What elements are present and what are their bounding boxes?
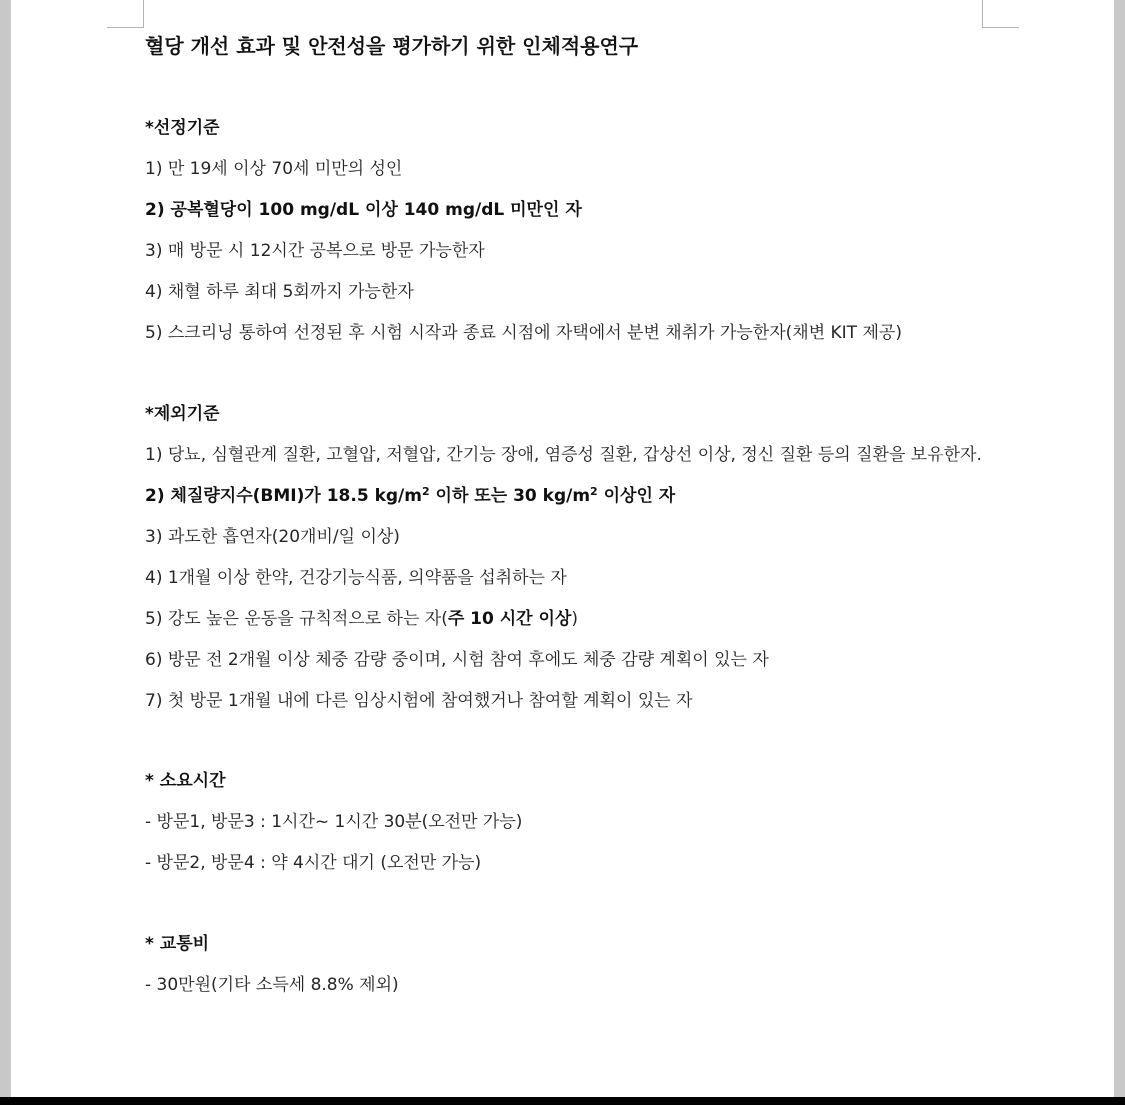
crop-mark-top-right — [982, 0, 1019, 28]
inclusion-item-1: 1) 만 19세 이상 70세 미만의 성인 — [145, 159, 403, 179]
inclusion-item-4: 4) 채혈 하루 최대 5회까지 가능한자 — [145, 282, 414, 302]
transport-heading: * 교통비 — [145, 934, 210, 954]
exclusion-item-2-end: 이상인 자 — [597, 486, 676, 506]
transport-item-1: - 30만원(기타 소득세 8.8% 제외) — [145, 975, 399, 995]
document-content — [145, 28, 983, 998]
document-page — [11, 0, 1114, 1097]
duration-item-1: - 방문1, 방문3 : 1시간~ 1시간 30분(오전만 가능) — [145, 812, 523, 832]
exclusion-item-5 — [145, 606, 983, 632]
exclusion-item-4: 4) 1개월 이상 한약, 건강기능식품, 의약품을 섭취하는 자 — [145, 568, 567, 588]
exclusion-item-7: 7) 첫 방문 1개월 내에 다른 임상시험에 참여했거나 참여할 계획이 있는 자 — [145, 691, 693, 711]
crop-mark-top-left — [107, 0, 144, 28]
inclusion-item-3: 3) 매 방문 시 12시간 공복으로 방문 가능한자 — [145, 241, 485, 261]
duration-heading: * 소요시간 — [145, 771, 226, 791]
exclusion-item-2-start: 2) 체질량지수(BMI)가 18.5 kg/m — [145, 486, 422, 506]
exclusion-item-6: 6) 방문 전 2개월 이상 체중 감량 중이며, 시험 참여 후에도 체중 감량 계획이 있는 자 — [145, 650, 769, 670]
inclusion-heading: *선정기준 — [145, 118, 220, 138]
duration-item-2: - 방문2, 방문4 : 약 4시간 대기 (오전만 가능) — [145, 853, 482, 873]
inclusion-item-5: 5) 스크리닝 통하여 선정된 후 시험 시작과 종료 시점에 자택에서 분변 채취가 가능한자(채변 KIT 제공) — [145, 323, 902, 343]
exclusion-item-5-start: 5) 강도 높은 운동을 규칙적으로 하는 자( — [145, 609, 448, 629]
exclusion-item-5-bold: 주 10 시간 이상 — [447, 609, 572, 629]
exclusion-item-3: 3) 과도한 흡연자(20개비/일 이상) — [145, 527, 400, 547]
inclusion-item-2: 2) 공복혈당이 100 mg/dL 이상 140 mg/dL 미만인 자 — [145, 200, 582, 220]
exclusion-item-5-end: ) — [571, 609, 579, 629]
superscript-2: 2 — [590, 484, 598, 498]
superscript-2: 2 — [421, 484, 430, 498]
exclusion-item-1: 1) 당뇨, 심혈관계 질환, 고혈압, 저혈압, 간기능 장애, 염증성 질환, 갑상선 이상, 정신 질환 등의 질환을 보유한자. — [145, 445, 982, 465]
exclusion-heading: *제외기준 — [145, 404, 220, 424]
bottom-bar — [0, 1097, 1125, 1105]
document-title: 혈당 개선 효과 및 안전성을 평가하기 위한 인체적용연구 — [145, 34, 639, 58]
exclusion-item-2 — [145, 483, 983, 509]
exclusion-item-2-mid: 이하 또는 30 kg/m — [429, 486, 591, 506]
